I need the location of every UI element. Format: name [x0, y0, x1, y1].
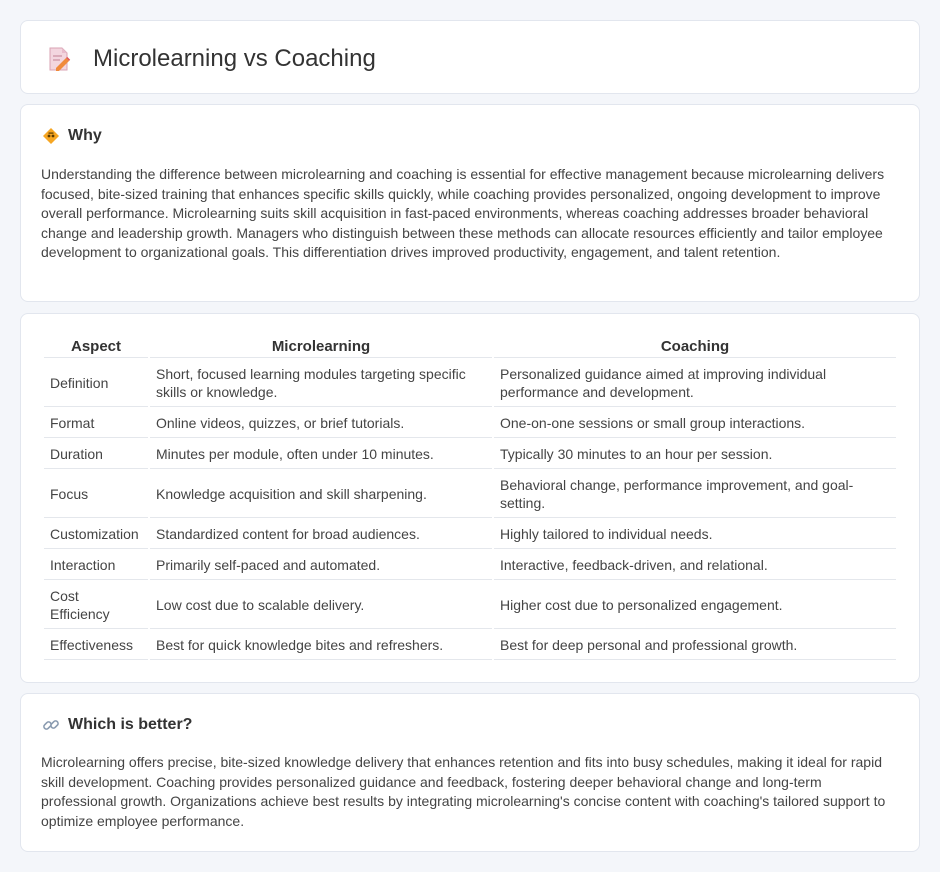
aspect-cell: Definition [44, 359, 148, 407]
better-heading [42, 716, 192, 734]
table-row [44, 630, 896, 660]
coaching-cell: Highly tailored to individual needs. [494, 519, 896, 549]
aspect-cell: Cost Efficiency [44, 581, 148, 629]
diamond-warning-icon [42, 127, 60, 145]
coaching-cell: Higher cost due to personalized engagement. [494, 581, 896, 629]
comparison-card [20, 313, 920, 683]
microlearning-cell: Online videos, quizzes, or brief tutorials. [150, 408, 492, 438]
why-heading [42, 127, 102, 145]
why-title: Why [68, 127, 102, 144]
better-text: Microlearning offers precise, bite-sized knowledge delivery that enhances retention and fits into busy schedules, making it ideal for rapid skill development. Coaching provides personalized guidance and feedback, fostering deeper behavioral change and long-term professional growth. Organizations achieve best results by integrating microlearning's concise content with coaching's tailored support to optimize employee performance. [41, 754, 886, 829]
aspect-cell: Interaction [44, 550, 148, 580]
link-icon [42, 716, 60, 734]
better-title: Which is better? [68, 716, 193, 733]
table-row [44, 550, 896, 580]
which-better-section [20, 693, 920, 852]
aspect-cell: Format [44, 408, 148, 438]
page-title: Microlearning vs Coaching [93, 45, 376, 72]
microlearning-cell: Standardized content for broad audiences. [150, 519, 492, 549]
comparison-table [42, 335, 898, 661]
table-row [44, 519, 896, 549]
why-text: Understanding the difference between microlearning and coaching is essential for effective management because microlearning delivers focused, bite-sized training that enhances specific skills quickly, while coaching provides personalized, ongoing development to improve overall performance. Microlearning suits skill acquisition in fast-paced environments, whereas coaching addresses broader behavioral change and leadership growth. Managers who distinguish between these methods can allocate resources efficiently and tailor employee development to organizational goals. This differentiation drives improved productivity, engagement, and talent retention. [41, 166, 885, 260]
coaching-cell: Interactive, feedback-driven, and relational. [494, 550, 896, 580]
coaching-cell: Typically 30 minutes to an hour per session. [494, 439, 896, 469]
header-coaching: Coaching [494, 336, 896, 358]
microlearning-cell: Short, focused learning modules targeting specific skills or knowledge. [150, 359, 492, 407]
microlearning-cell: Knowledge acquisition and skill sharpening. [150, 470, 492, 518]
table-row [44, 439, 896, 469]
coaching-cell: Personalized guidance aimed at improving individual performance and development. [494, 359, 896, 407]
aspect-cell: Effectiveness [44, 630, 148, 660]
table-header-row [44, 336, 896, 358]
table-row [44, 408, 896, 438]
microlearning-cell: Minutes per module, often under 10 minutes. [150, 439, 492, 469]
table-row [44, 581, 896, 629]
table-row [44, 359, 896, 407]
table-row [44, 470, 896, 518]
microlearning-cell: Primarily self-paced and automated. [150, 550, 492, 580]
coaching-cell: Behavioral change, performance improvement, and goal-setting. [494, 470, 896, 518]
coaching-cell: Best for deep personal and professional growth. [494, 630, 896, 660]
aspect-cell: Duration [44, 439, 148, 469]
title-row [47, 45, 376, 73]
header-aspect: Aspect [44, 336, 148, 358]
coaching-cell: One-on-one sessions or small group interactions. [494, 408, 896, 438]
aspect-cell: Customization [44, 519, 148, 549]
aspect-cell: Focus [44, 470, 148, 518]
header-microlearning: Microlearning [150, 336, 492, 358]
why-section [20, 104, 920, 302]
microlearning-cell: Low cost due to scalable delivery. [150, 581, 492, 629]
microlearning-cell: Best for quick knowledge bites and refreshers. [150, 630, 492, 660]
header-card [20, 20, 920, 94]
document-edit-icon [47, 46, 71, 72]
